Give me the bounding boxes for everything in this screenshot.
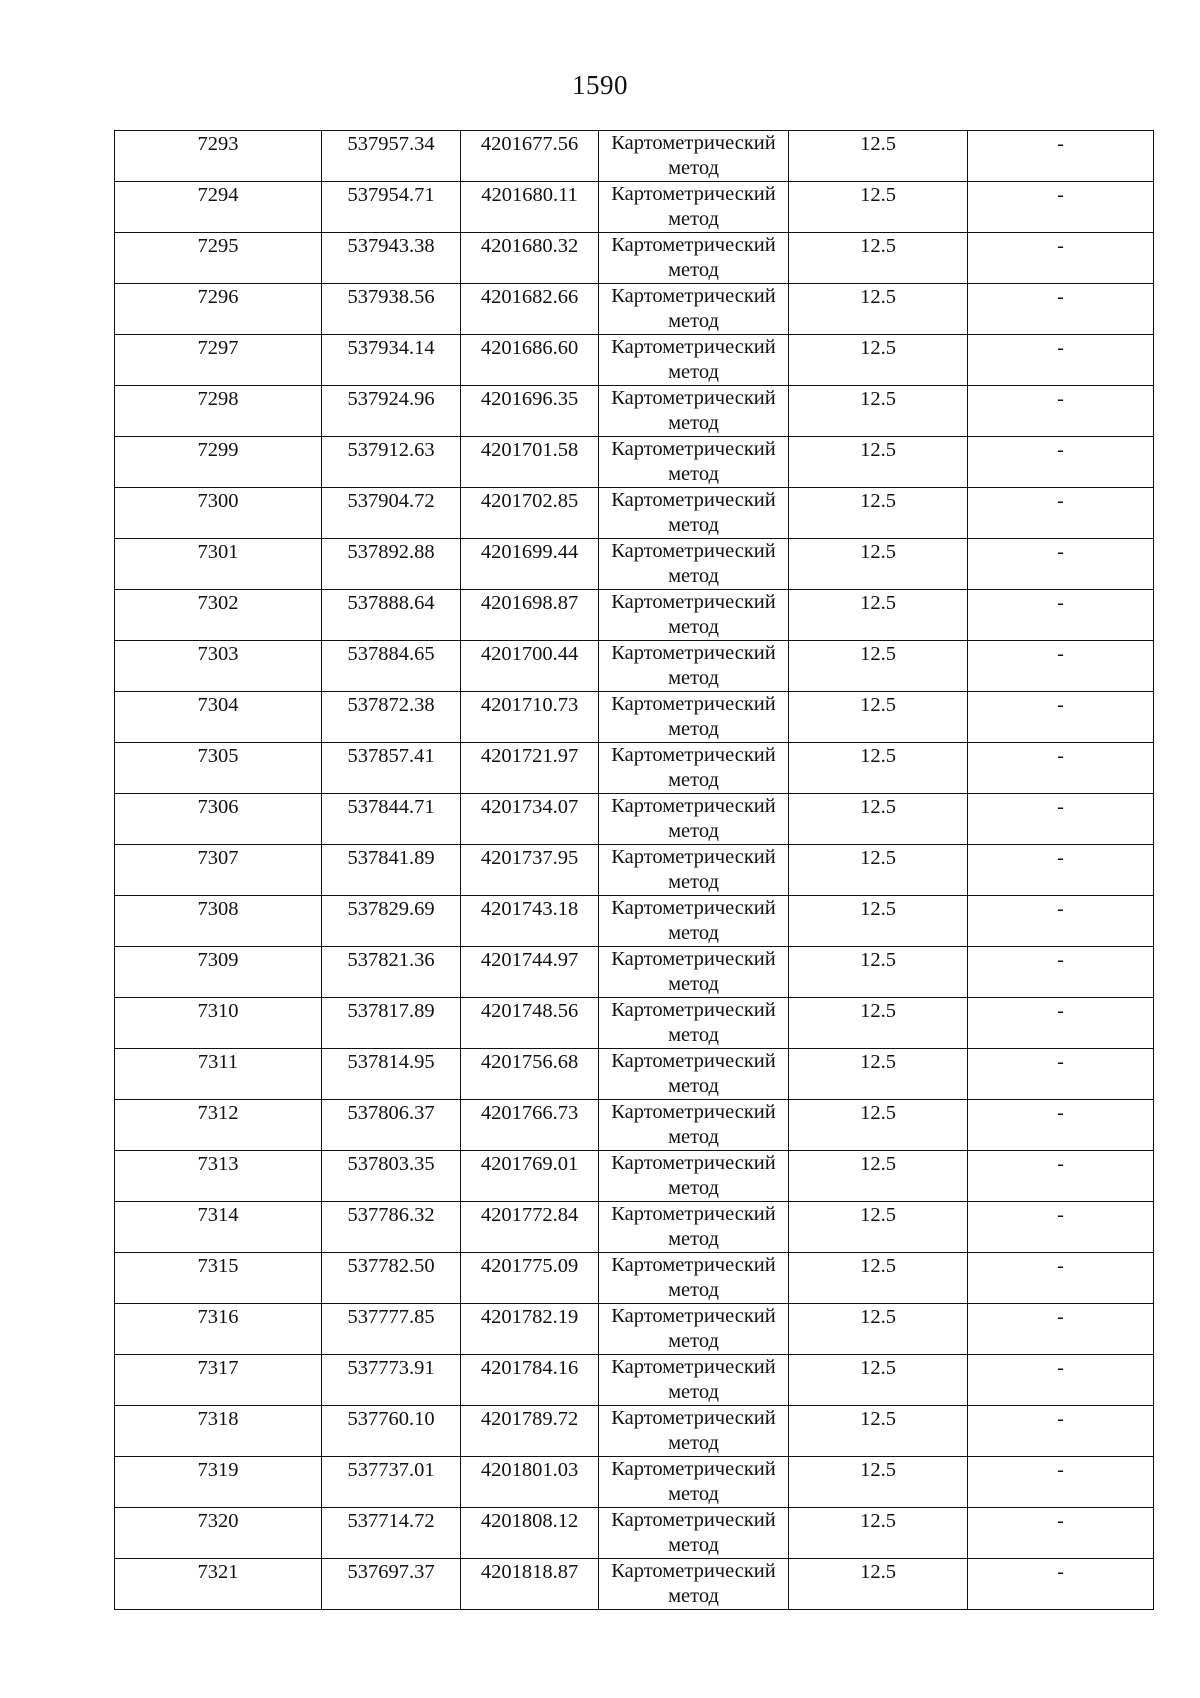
point-number-cell: 7321 <box>115 1559 322 1610</box>
x-coordinate-cell: 537773.91 <box>322 1355 461 1406</box>
point-number-cell: 7293 <box>115 131 322 182</box>
method-cell: Картометрический метод <box>599 1457 789 1508</box>
x-coordinate-cell: 537817.89 <box>322 998 461 1049</box>
note-cell: - <box>968 1202 1154 1253</box>
accuracy-cell: 12.5 <box>789 1406 968 1457</box>
method-cell: Картометрический метод <box>599 335 789 386</box>
accuracy-cell: 12.5 <box>789 998 968 1049</box>
point-number-cell: 7299 <box>115 437 322 488</box>
point-number-cell: 7318 <box>115 1406 322 1457</box>
table-row <box>115 488 1154 539</box>
table-row <box>115 896 1154 947</box>
table-row <box>115 998 1154 1049</box>
y-coordinate-cell: 4201744.97 <box>461 947 599 998</box>
table-row <box>115 947 1154 998</box>
y-coordinate-cell: 4201818.87 <box>461 1559 599 1610</box>
x-coordinate-cell: 537760.10 <box>322 1406 461 1457</box>
note-cell: - <box>968 1151 1154 1202</box>
point-number-cell: 7316 <box>115 1304 322 1355</box>
y-coordinate-cell: 4201696.35 <box>461 386 599 437</box>
method-cell: Картометрический метод <box>599 1202 789 1253</box>
point-number-cell: 7304 <box>115 692 322 743</box>
point-number-cell: 7315 <box>115 1253 322 1304</box>
point-number-cell: 7309 <box>115 947 322 998</box>
method-cell: Картометрический метод <box>599 998 789 1049</box>
method-cell: Картометрический метод <box>599 488 789 539</box>
note-cell: - <box>968 233 1154 284</box>
accuracy-cell: 12.5 <box>789 1049 968 1100</box>
method-cell: Картометрический метод <box>599 284 789 335</box>
method-cell: Картометрический метод <box>599 233 789 284</box>
x-coordinate-cell: 537872.38 <box>322 692 461 743</box>
note-cell: - <box>968 1304 1154 1355</box>
note-cell: - <box>968 1100 1154 1151</box>
point-number-cell: 7320 <box>115 1508 322 1559</box>
method-cell: Картометрический метод <box>599 641 789 692</box>
x-coordinate-cell: 537803.35 <box>322 1151 461 1202</box>
x-coordinate-cell: 537844.71 <box>322 794 461 845</box>
note-cell: - <box>968 743 1154 794</box>
y-coordinate-cell: 4201682.66 <box>461 284 599 335</box>
table-row <box>115 1508 1154 1559</box>
accuracy-cell: 12.5 <box>789 284 968 335</box>
point-number-cell: 7313 <box>115 1151 322 1202</box>
x-coordinate-cell: 537697.37 <box>322 1559 461 1610</box>
note-cell: - <box>968 947 1154 998</box>
table-row <box>115 539 1154 590</box>
x-coordinate-cell: 537924.96 <box>322 386 461 437</box>
accuracy-cell: 12.5 <box>789 1202 968 1253</box>
point-number-cell: 7310 <box>115 998 322 1049</box>
y-coordinate-cell: 4201748.56 <box>461 998 599 1049</box>
table-row <box>115 590 1154 641</box>
y-coordinate-cell: 4201772.84 <box>461 1202 599 1253</box>
accuracy-cell: 12.5 <box>789 386 968 437</box>
point-number-cell: 7305 <box>115 743 322 794</box>
note-cell: - <box>968 998 1154 1049</box>
y-coordinate-cell: 4201699.44 <box>461 539 599 590</box>
table-row <box>115 1151 1154 1202</box>
point-number-cell: 7317 <box>115 1355 322 1406</box>
x-coordinate-cell: 537892.88 <box>322 539 461 590</box>
x-coordinate-cell: 537841.89 <box>322 845 461 896</box>
y-coordinate-cell: 4201801.03 <box>461 1457 599 1508</box>
table-row <box>115 386 1154 437</box>
y-coordinate-cell: 4201769.01 <box>461 1151 599 1202</box>
accuracy-cell: 12.5 <box>789 794 968 845</box>
note-cell: - <box>968 386 1154 437</box>
table-row <box>115 1049 1154 1100</box>
note-cell: - <box>968 1457 1154 1508</box>
accuracy-cell: 12.5 <box>789 1100 968 1151</box>
note-cell: - <box>968 1508 1154 1559</box>
y-coordinate-cell: 4201766.73 <box>461 1100 599 1151</box>
point-number-cell: 7301 <box>115 539 322 590</box>
page-number: 1590 <box>572 70 628 100</box>
y-coordinate-cell: 4201680.32 <box>461 233 599 284</box>
point-number-cell: 7302 <box>115 590 322 641</box>
method-cell: Картометрический метод <box>599 1253 789 1304</box>
y-coordinate-cell: 4201698.87 <box>461 590 599 641</box>
table-row <box>115 335 1154 386</box>
accuracy-cell: 12.5 <box>789 1253 968 1304</box>
note-cell: - <box>968 590 1154 641</box>
x-coordinate-cell: 537943.38 <box>322 233 461 284</box>
accuracy-cell: 12.5 <box>789 1304 968 1355</box>
method-cell: Картометрический метод <box>599 131 789 182</box>
table-row <box>115 1202 1154 1253</box>
note-cell: - <box>968 896 1154 947</box>
note-cell: - <box>968 131 1154 182</box>
note-cell: - <box>968 1049 1154 1100</box>
table-row <box>115 1304 1154 1355</box>
method-cell: Картометрический метод <box>599 1100 789 1151</box>
method-cell: Картометрический метод <box>599 1151 789 1202</box>
point-number-cell: 7295 <box>115 233 322 284</box>
accuracy-cell: 12.5 <box>789 896 968 947</box>
method-cell: Картометрический метод <box>599 182 789 233</box>
note-cell: - <box>968 1355 1154 1406</box>
table-row <box>115 182 1154 233</box>
point-number-cell: 7311 <box>115 1049 322 1100</box>
table-row <box>115 1457 1154 1508</box>
x-coordinate-cell: 537782.50 <box>322 1253 461 1304</box>
accuracy-cell: 12.5 <box>789 488 968 539</box>
table-row <box>115 794 1154 845</box>
table-row <box>115 1100 1154 1151</box>
y-coordinate-cell: 4201775.09 <box>461 1253 599 1304</box>
y-coordinate-cell: 4201756.68 <box>461 1049 599 1100</box>
y-coordinate-cell: 4201782.19 <box>461 1304 599 1355</box>
y-coordinate-cell: 4201784.16 <box>461 1355 599 1406</box>
method-cell: Картометрический метод <box>599 437 789 488</box>
x-coordinate-cell: 537777.85 <box>322 1304 461 1355</box>
table-row <box>115 1406 1154 1457</box>
point-number-cell: 7298 <box>115 386 322 437</box>
note-cell: - <box>968 845 1154 896</box>
note-cell: - <box>968 794 1154 845</box>
point-number-cell: 7312 <box>115 1100 322 1151</box>
accuracy-cell: 12.5 <box>789 539 968 590</box>
point-number-cell: 7308 <box>115 896 322 947</box>
note-cell: - <box>968 692 1154 743</box>
point-number-cell: 7319 <box>115 1457 322 1508</box>
x-coordinate-cell: 537821.36 <box>322 947 461 998</box>
method-cell: Картометрический метод <box>599 590 789 641</box>
table-row <box>115 284 1154 335</box>
accuracy-cell: 12.5 <box>789 182 968 233</box>
y-coordinate-cell: 4201789.72 <box>461 1406 599 1457</box>
method-cell: Картометрический метод <box>599 1355 789 1406</box>
y-coordinate-cell: 4201700.44 <box>461 641 599 692</box>
accuracy-cell: 12.5 <box>789 947 968 998</box>
point-number-cell: 7307 <box>115 845 322 896</box>
note-cell: - <box>968 437 1154 488</box>
y-coordinate-cell: 4201680.11 <box>461 182 599 233</box>
point-number-cell: 7314 <box>115 1202 322 1253</box>
note-cell: - <box>968 1406 1154 1457</box>
note-cell: - <box>968 1253 1154 1304</box>
method-cell: Картометрический метод <box>599 1049 789 1100</box>
x-coordinate-cell: 537857.41 <box>322 743 461 794</box>
method-cell: Картометрический метод <box>599 1559 789 1610</box>
note-cell: - <box>968 488 1154 539</box>
table-row <box>115 692 1154 743</box>
note-cell: - <box>968 539 1154 590</box>
table-row <box>115 845 1154 896</box>
method-cell: Картометрический метод <box>599 1304 789 1355</box>
method-cell: Картометрический метод <box>599 947 789 998</box>
table-row <box>115 437 1154 488</box>
x-coordinate-cell: 537888.64 <box>322 590 461 641</box>
method-cell: Картометрический метод <box>599 1406 789 1457</box>
accuracy-cell: 12.5 <box>789 131 968 182</box>
x-coordinate-cell: 537957.34 <box>322 131 461 182</box>
accuracy-cell: 12.5 <box>789 1355 968 1406</box>
y-coordinate-cell: 4201743.18 <box>461 896 599 947</box>
table-row <box>115 743 1154 794</box>
point-number-cell: 7294 <box>115 182 322 233</box>
point-number-cell: 7303 <box>115 641 322 692</box>
x-coordinate-cell: 537806.37 <box>322 1100 461 1151</box>
point-number-cell: 7300 <box>115 488 322 539</box>
table-row <box>115 1253 1154 1304</box>
method-cell: Картометрический метод <box>599 386 789 437</box>
note-cell: - <box>968 284 1154 335</box>
point-number-cell: 7306 <box>115 794 322 845</box>
accuracy-cell: 12.5 <box>789 590 968 641</box>
accuracy-cell: 12.5 <box>789 692 968 743</box>
y-coordinate-cell: 4201734.07 <box>461 794 599 845</box>
accuracy-cell: 12.5 <box>789 1559 968 1610</box>
accuracy-cell: 12.5 <box>789 641 968 692</box>
accuracy-cell: 12.5 <box>789 233 968 284</box>
method-cell: Картометрический метод <box>599 1508 789 1559</box>
x-coordinate-cell: 537884.65 <box>322 641 461 692</box>
method-cell: Картометрический метод <box>599 539 789 590</box>
x-coordinate-cell: 537912.63 <box>322 437 461 488</box>
point-number-cell: 7297 <box>115 335 322 386</box>
method-cell: Картометрический метод <box>599 794 789 845</box>
note-cell: - <box>968 335 1154 386</box>
table-row <box>115 1355 1154 1406</box>
x-coordinate-cell: 537737.01 <box>322 1457 461 1508</box>
y-coordinate-cell: 4201686.60 <box>461 335 599 386</box>
x-coordinate-cell: 537904.72 <box>322 488 461 539</box>
accuracy-cell: 12.5 <box>789 335 968 386</box>
x-coordinate-cell: 537829.69 <box>322 896 461 947</box>
y-coordinate-cell: 4201721.97 <box>461 743 599 794</box>
note-cell: - <box>968 1559 1154 1610</box>
method-cell: Картометрический метод <box>599 896 789 947</box>
x-coordinate-cell: 537714.72 <box>322 1508 461 1559</box>
accuracy-cell: 12.5 <box>789 437 968 488</box>
y-coordinate-cell: 4201702.85 <box>461 488 599 539</box>
accuracy-cell: 12.5 <box>789 845 968 896</box>
point-number-cell: 7296 <box>115 284 322 335</box>
accuracy-cell: 12.5 <box>789 743 968 794</box>
y-coordinate-cell: 4201677.56 <box>461 131 599 182</box>
table-row <box>115 233 1154 284</box>
method-cell: Картометрический метод <box>599 845 789 896</box>
table-row <box>115 641 1154 692</box>
method-cell: Картометрический метод <box>599 692 789 743</box>
x-coordinate-cell: 537934.14 <box>322 335 461 386</box>
accuracy-cell: 12.5 <box>789 1508 968 1559</box>
coordinates-table <box>114 130 1154 1610</box>
y-coordinate-cell: 4201737.95 <box>461 845 599 896</box>
note-cell: - <box>968 182 1154 233</box>
note-cell: - <box>968 641 1154 692</box>
accuracy-cell: 12.5 <box>789 1151 968 1202</box>
y-coordinate-cell: 4201808.12 <box>461 1508 599 1559</box>
accuracy-cell: 12.5 <box>789 1457 968 1508</box>
table-body <box>115 131 1154 1610</box>
y-coordinate-cell: 4201701.58 <box>461 437 599 488</box>
x-coordinate-cell: 537786.32 <box>322 1202 461 1253</box>
table-row <box>115 131 1154 182</box>
table-row <box>115 1559 1154 1610</box>
x-coordinate-cell: 537814.95 <box>322 1049 461 1100</box>
x-coordinate-cell: 537954.71 <box>322 182 461 233</box>
y-coordinate-cell: 4201710.73 <box>461 692 599 743</box>
x-coordinate-cell: 537938.56 <box>322 284 461 335</box>
method-cell: Картометрический метод <box>599 743 789 794</box>
